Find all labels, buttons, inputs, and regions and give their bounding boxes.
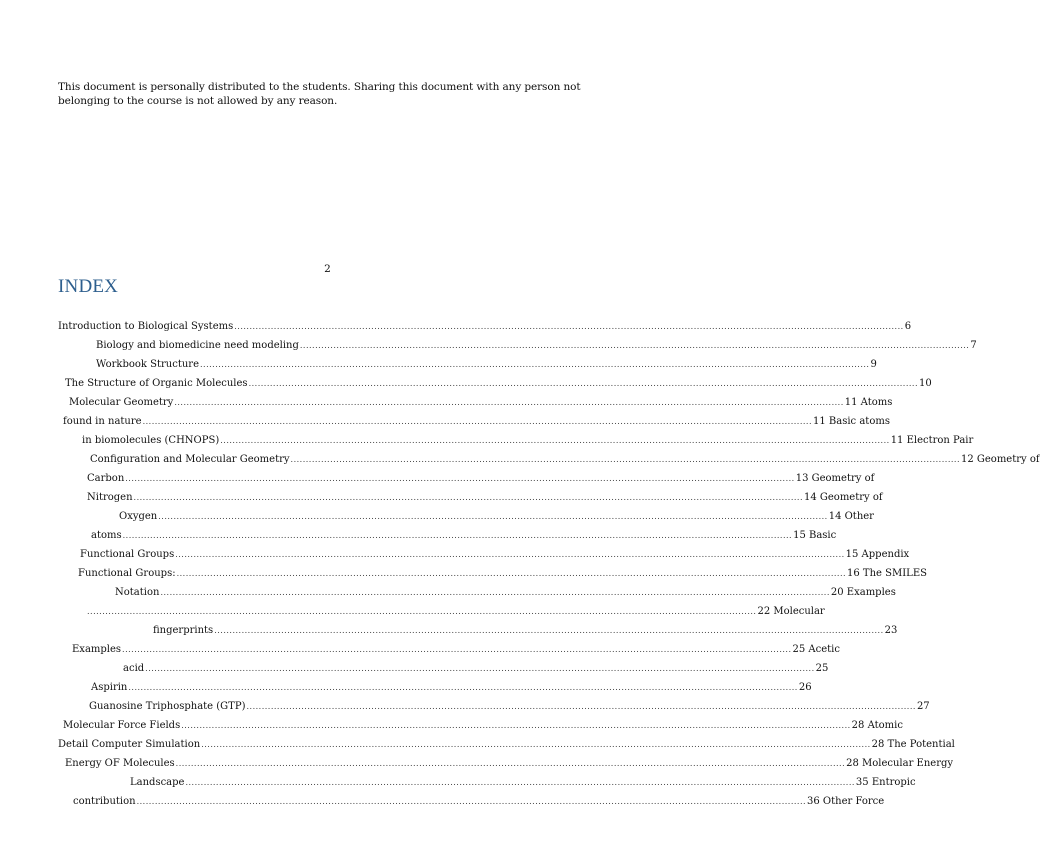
toc-leader: ............................................................................................................................................................................................................................ xyxy=(158,512,828,521)
toc-entry-text: found in nature xyxy=(63,416,142,427)
toc-leader: ............................................................................................................................................................................................................................ xyxy=(248,379,919,388)
toc-leader: ............................................................................................................................................................................................................................ xyxy=(175,759,846,768)
toc-entry-text: contribution xyxy=(73,796,136,807)
toc-entry-text: Guanosine Triphosphate (GTP) xyxy=(89,701,246,712)
page-number: 2 xyxy=(324,263,331,275)
toc-leader: ............................................................................................................................................................................................................................ xyxy=(122,645,792,654)
distribution-notice: This document is personally distributed to the students. Sharing this document with any person not belonging to the course is not allowed by any reason. xyxy=(58,81,581,107)
toc-entry-page: 10 xyxy=(919,378,932,389)
toc-entry-page: 22 Molecular xyxy=(757,606,825,617)
toc-leader: ............................................................................................................................................................................................................................ xyxy=(142,417,813,426)
toc-leader: ............................................................................................................................................................................................................................ xyxy=(214,626,884,635)
toc-entry-text: Workbook Structure xyxy=(96,359,199,370)
toc-entry-page: 28 Atomic xyxy=(851,720,903,731)
toc-leader: ............................................................................................................................................................................................................................ xyxy=(145,664,815,673)
toc-entry[interactable] xyxy=(89,700,930,714)
toc-entry-page: 7 xyxy=(970,340,977,351)
toc-leader: ............................................................................................................................................................................................................................ xyxy=(160,588,830,597)
toc-entry-page: 11 Basic atoms xyxy=(813,416,890,427)
toc-entry-text: fingerprints xyxy=(153,625,214,636)
toc-entry[interactable] xyxy=(153,624,898,638)
toc-entry[interactable] xyxy=(130,776,916,790)
toc-entry-page: 23 xyxy=(884,625,898,636)
toc-entry-text: Detail Computer Simulation xyxy=(58,739,201,750)
toc-leader: ............................................................................................................................................................................................................................ xyxy=(87,607,757,616)
toc-entry-text: atoms xyxy=(91,530,122,541)
toc-entry[interactable] xyxy=(65,377,932,391)
toc-entry-text: acid xyxy=(123,663,145,674)
toc-entry[interactable] xyxy=(87,472,875,486)
index-heading: INDEX xyxy=(58,276,119,297)
toc-entry[interactable] xyxy=(65,757,954,771)
toc-entry-page: 28 The Potential xyxy=(871,739,955,750)
toc-entry-page: 13 Geometry of xyxy=(795,473,875,484)
toc-entry-page: 27 xyxy=(916,701,930,712)
toc-entry-page: 12 Geometry of xyxy=(960,454,1040,465)
toc-entry[interactable] xyxy=(96,339,977,353)
toc-entry-text: Molecular Force Fields xyxy=(63,720,181,731)
toc-entry-text: Carbon xyxy=(87,473,125,484)
toc-leader: ............................................................................................................................................................................................................................ xyxy=(176,569,847,578)
toc-entry-text: Biology and biomedicine need modeling xyxy=(96,340,299,351)
toc-entry[interactable] xyxy=(90,453,1040,467)
toc-leader: ............................................................................................................................................................................................................................ xyxy=(122,531,793,540)
toc-entry-text: Functional Groups xyxy=(80,549,175,560)
toc-entry[interactable] xyxy=(91,681,812,695)
toc-entry-page: 11 Atoms xyxy=(844,397,893,408)
toc-entry[interactable] xyxy=(58,738,955,752)
toc-entry[interactable] xyxy=(69,396,893,410)
toc-entry[interactable] xyxy=(87,491,883,505)
toc-entry-text: Nitrogen xyxy=(87,492,133,503)
toc-entry-text: Oxygen xyxy=(119,511,158,522)
toc-leader: ............................................................................................................................................................................................................................ xyxy=(128,683,798,692)
toc-entry-page: 15 Appendix xyxy=(845,549,910,560)
toc-entry-text: Energy OF Molecules xyxy=(65,758,175,769)
toc-entry[interactable] xyxy=(115,586,896,600)
toc-leader: ............................................................................................................................................................................................................................ xyxy=(200,360,870,369)
toc-entry[interactable] xyxy=(73,795,885,809)
toc-leader: ............................................................................................................................................................................................................................ xyxy=(133,493,803,502)
toc-entry-text: Introduction to Biological Systems xyxy=(58,321,234,332)
toc-entry[interactable] xyxy=(123,662,829,676)
toc-leader: ............................................................................................................................................................................................................................ xyxy=(175,550,845,559)
toc-entry-text: Notation xyxy=(115,587,160,598)
toc-leader: ............................................................................................................................................................................................................................ xyxy=(299,341,970,350)
toc-leader: ............................................................................................................................................................................................................................ xyxy=(201,740,871,749)
toc-leader: ............................................................................................................................................................................................................................ xyxy=(246,702,916,711)
toc-entry[interactable] xyxy=(86,605,825,619)
toc-entry-text: Aspirin xyxy=(91,682,128,693)
toc-entry-page: 14 Other xyxy=(828,511,874,522)
toc-leader: ............................................................................................................................................................................................................................ xyxy=(220,436,890,445)
toc-entry-page: 35 Entropic xyxy=(855,777,916,788)
toc-leader: ............................................................................................................................................................................................................................ xyxy=(290,455,960,464)
toc-entry-page: 26 xyxy=(798,682,812,693)
toc-entry-page: 9 xyxy=(870,359,877,370)
toc-leader: ............................................................................................................................................................................................................................ xyxy=(181,721,851,730)
toc-entry-text: Functional Groups: xyxy=(78,568,176,579)
toc-entry[interactable] xyxy=(58,320,912,334)
toc-entry-text: Molecular Geometry xyxy=(69,397,174,408)
toc-entry-page: 25 Acetic xyxy=(792,644,840,655)
toc-entry-page: 15 Basic xyxy=(793,530,837,541)
toc-entry-page: 11 Electron Pair xyxy=(890,435,974,446)
toc-leader: ............................................................................................................................................................................................................................ xyxy=(234,322,904,331)
toc-entry-page: 16 The SMILES xyxy=(847,568,927,579)
toc-entry[interactable] xyxy=(91,529,837,543)
toc-entry[interactable] xyxy=(80,548,910,562)
toc-entry-text: Configuration and Molecular Geometry xyxy=(90,454,290,465)
toc-entry-text: The Structure of Organic Molecules xyxy=(65,378,248,389)
toc-entry-text: Landscape xyxy=(130,777,185,788)
toc-entry-page: 28 Molecular Energy xyxy=(846,758,954,769)
toc-entry[interactable] xyxy=(96,358,877,372)
toc-leader: ............................................................................................................................................................................................................................ xyxy=(174,398,844,407)
toc-entry-text: in biomolecules (CHNOPS) xyxy=(82,435,220,446)
toc-entry[interactable] xyxy=(78,567,927,581)
toc-entry-text: Examples xyxy=(72,644,122,655)
toc-entry[interactable] xyxy=(119,510,874,524)
toc-entry-page: 6 xyxy=(904,321,912,332)
toc-entry-page: 36 Other Force xyxy=(807,796,885,807)
toc-entry-page: 25 xyxy=(815,663,829,674)
toc-entry-page: 14 Geometry of xyxy=(803,492,883,503)
toc-entry[interactable] xyxy=(72,643,840,657)
toc-leader: ............................................................................................................................................................................................................................ xyxy=(125,474,795,483)
toc-leader: ............................................................................................................................................................................................................................ xyxy=(136,797,807,806)
toc-leader: ............................................................................................................................................................................................................................ xyxy=(185,778,855,787)
toc-entry[interactable] xyxy=(63,719,903,733)
toc-entry[interactable] xyxy=(63,415,890,429)
toc-entry[interactable] xyxy=(82,434,974,448)
toc-entry-page: 20 Examples xyxy=(830,587,896,598)
